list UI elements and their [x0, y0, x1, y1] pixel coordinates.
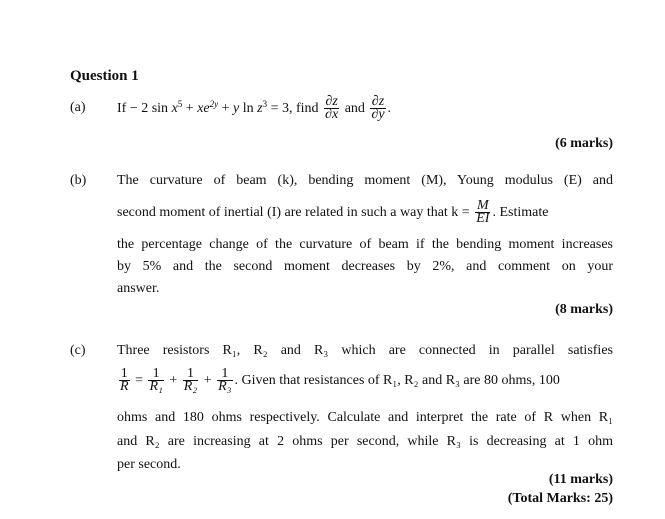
- part-a-marks: (6 marks): [555, 136, 613, 151]
- dz-dx-fraction: $\frac{\partial z}{\partial x}$: [325, 94, 339, 123]
- one-over-r3-fraction: $\frac{1}{\text{R₃}}$: [218, 366, 232, 395]
- one-over-r1-fraction: $\frac{1}{\text{R₁}}$: [149, 366, 163, 395]
- part-c-marks: (11 marks): [548, 472, 613, 487]
- part-b-line-4: by 5% and the second moment decreases by 2%, and comment on your: [117, 259, 613, 274]
- total-marks: (Total Marks: 25): [507, 491, 613, 506]
- part-b-label: (b): [70, 173, 87, 188]
- m-over-ei-fraction: $\frac{M}{EI}$: [476, 198, 490, 227]
- part-a-equation: If − 2 $\sin x^5 + xe^{2y} + y$ $\ln z^3 = 3$, find $\frac{\partial z}{\partial x}$ and $\frac{\partial z}{\partial y}$ .: [117, 94, 392, 123]
- part-a-label: (a): [70, 100, 86, 115]
- part-c-line-1: Three resistors R₁, R₂ and R₃ which are connected in parallel satisfies: [117, 343, 613, 358]
- question-title: Question 1: [70, 68, 139, 84]
- part-b-line-2: second moment of inertial (I) are related in such a way that k = $\frac{M}{EI}$ . Estimate: [117, 198, 549, 227]
- part-b-line-1: The curvature of beam (k), bending moment (M), Young modulus (E) and: [117, 173, 613, 188]
- part-c-label: (c): [70, 343, 86, 358]
- part-b-line-5: answer.: [117, 281, 160, 296]
- part-c-line-2: $\frac{1}{R}$ = $\frac{1}{\text{R₁}}$ + $\frac{1}{\text{R₂}}$ + $\frac{1}{\text{R₃}}$ . Given that resistances of R₁, R₂ and R₃ are 80 ohms, 100: [120, 366, 560, 395]
- part-b-line-3: the percentage change of the curvature of beam if the bending moment increases: [117, 237, 613, 252]
- part-c-line-3: ohms and 180 ohms respectively. Calculate and interpret the rate of R when R₁: [117, 410, 613, 425]
- one-over-r-fraction: $\frac{1}{R}$: [120, 366, 129, 395]
- dz-dy-fraction: $\frac{\partial z}{\partial y}$: [371, 94, 385, 123]
- part-c-line-4: and R₂ are increasing at 2 ohms per second, while R₃ is decreasing at 1 ohm: [117, 434, 613, 449]
- part-b-marks: (8 marks): [555, 302, 613, 317]
- one-over-r2-fraction: $\frac{1}{\text{R₂}}$: [183, 366, 198, 395]
- part-c-line-5: per second.: [117, 457, 181, 472]
